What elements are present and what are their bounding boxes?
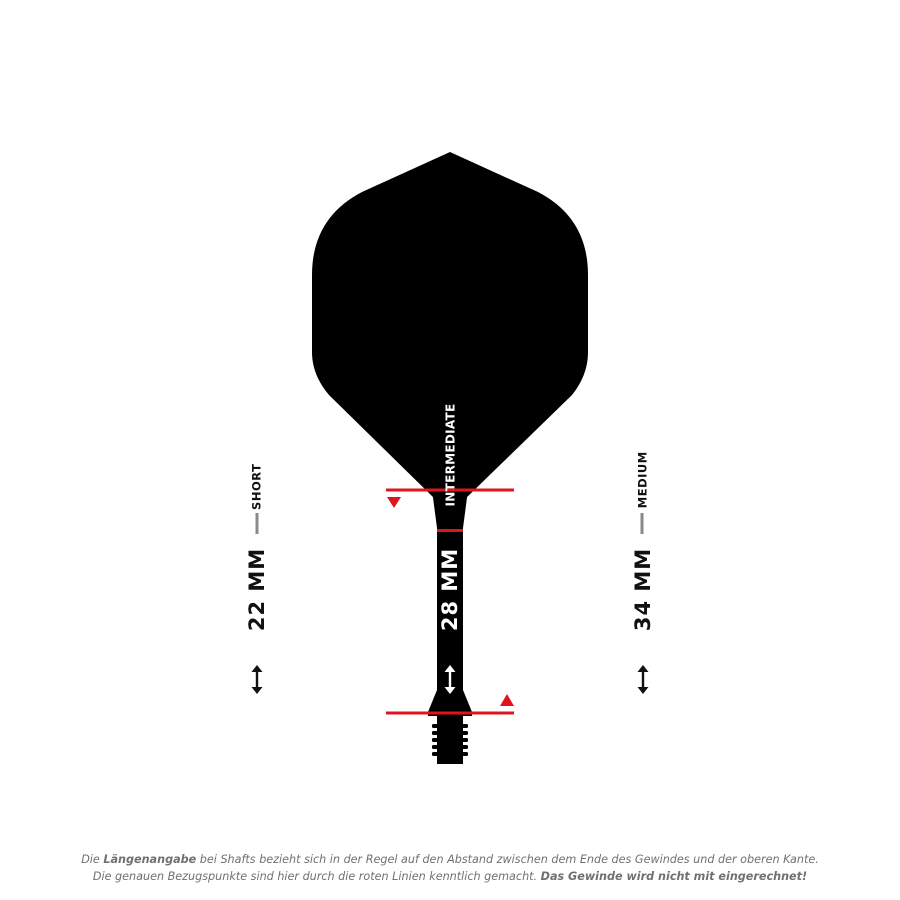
intermediate-length-label: 28 MM: [437, 547, 462, 631]
triangle-up-icon: [500, 694, 514, 706]
caption-line-2: Die genauen Bezugspunkte sind hier durch die roten Linien kenntlich gemacht. Das Gewinde wird nicht mit eingerechnet!: [92, 870, 808, 883]
bottom-reference-line: [386, 712, 514, 715]
short-separator: [256, 513, 259, 534]
medium-length-label: 34 MM: [630, 547, 655, 631]
caption-line-1: Die Längenangabe bei Shafts bezieht sich in der Regel auf den Abstand zwischen dem Ende des Gewindes und der oberen Kante.: [81, 853, 819, 866]
short-length-label: 22 MM: [244, 547, 269, 631]
shaft-thread: [432, 716, 468, 764]
medium-separator: [641, 513, 644, 534]
medium-label: MEDIUM: [635, 451, 650, 509]
short-label: SHORT: [249, 463, 264, 510]
caption: [0, 851, 900, 885]
up-down-arrow-icon: [252, 665, 263, 694]
intermediate-divider: [437, 529, 463, 532]
up-down-arrow-icon: [638, 665, 649, 694]
intermediate-label: INTERMEDIATE: [443, 403, 458, 507]
triangle-down-icon: [387, 497, 401, 508]
